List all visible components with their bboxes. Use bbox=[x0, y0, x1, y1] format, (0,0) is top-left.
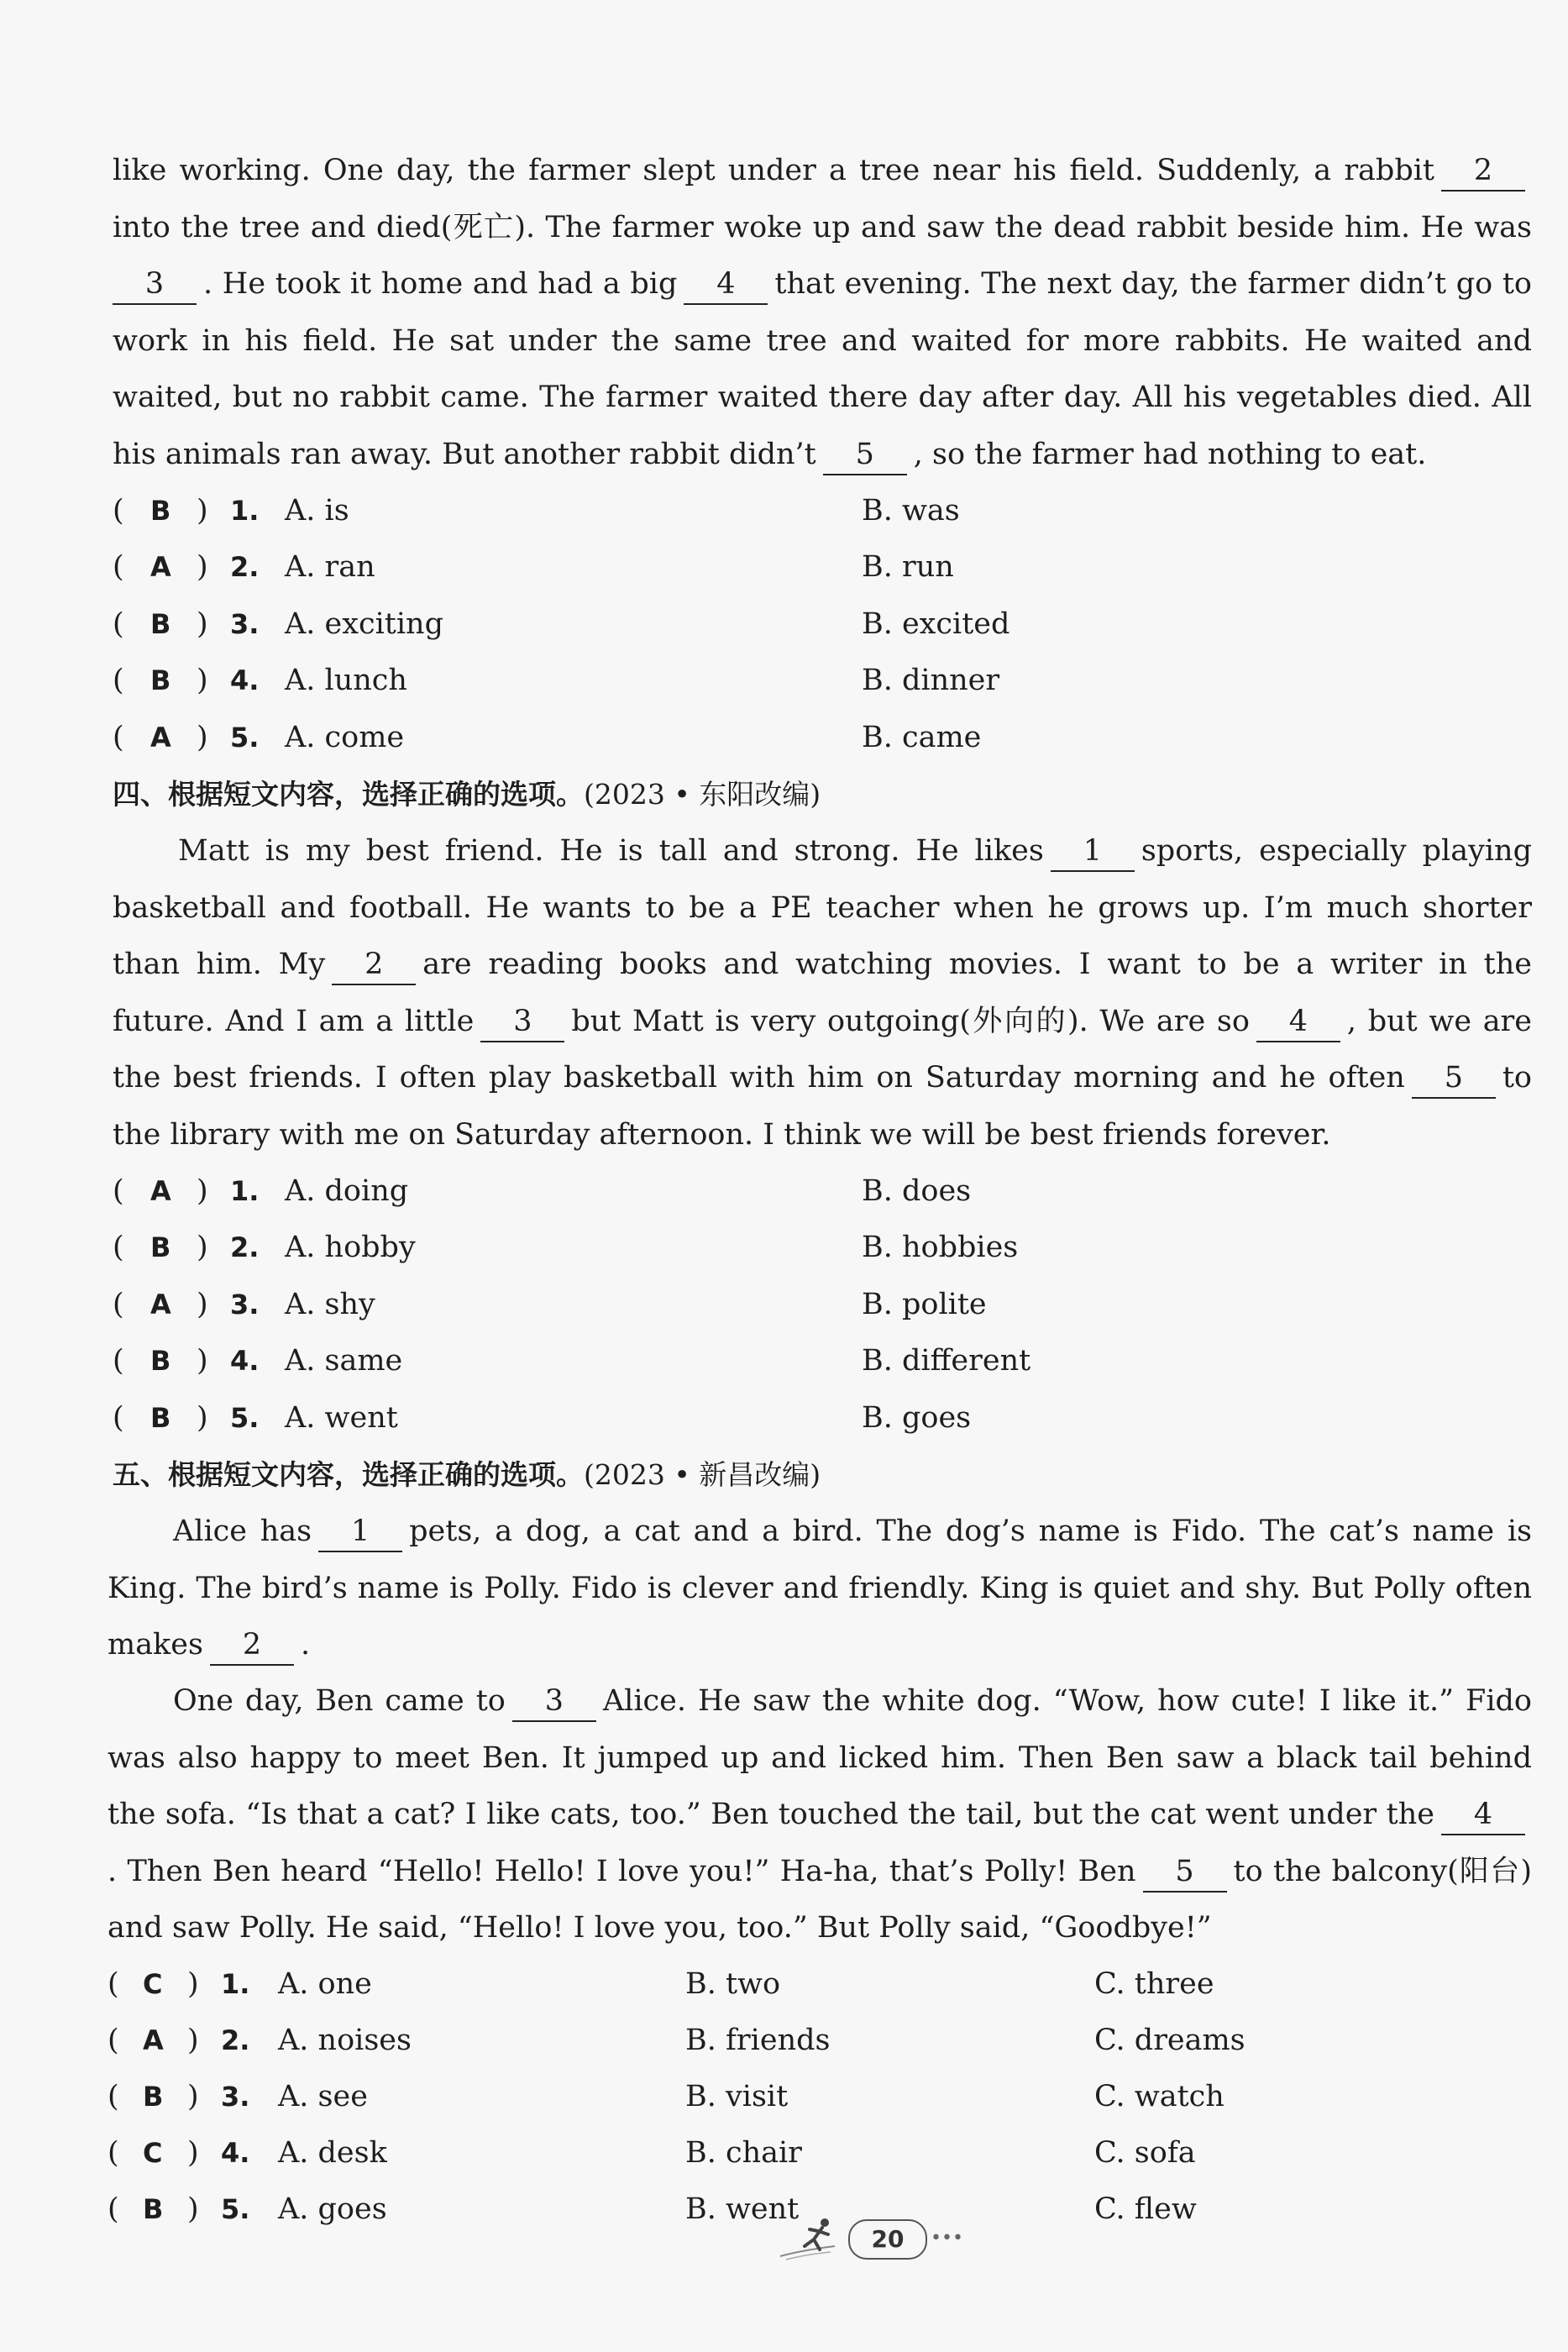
blank-5: 5 bbox=[823, 435, 907, 475]
page-number: 20 bbox=[848, 2219, 927, 2260]
blank-2: 2 bbox=[332, 945, 416, 985]
s5-question-4: ( C ) 4. A. desk B. chair C. sofa bbox=[108, 2136, 1196, 2170]
blank-2: 2 bbox=[210, 1625, 294, 1666]
blank-1: 1 bbox=[318, 1512, 402, 1552]
s4-question-4: ( B ) 4. A. same B. different bbox=[113, 1344, 1031, 1378]
s3-question-4: ( B ) 4. A. lunch B. dinner bbox=[113, 664, 1000, 697]
section5-heading: 五、根据短文内容，选择正确的选项。(2023 • 新昌改编) bbox=[113, 1458, 821, 1491]
s4-question-1: ( A ) 1. A. doing B. does bbox=[113, 1174, 972, 1208]
s3-question-5: ( A ) 5. A. come B. came bbox=[113, 721, 982, 754]
page-footer bbox=[773, 2211, 991, 2270]
blank-4: 4 bbox=[1256, 1002, 1340, 1042]
s5-question-3: ( B ) 3. A. see B. visit C. watch bbox=[108, 2080, 1225, 2113]
blank-5: 5 bbox=[1143, 1852, 1227, 1893]
blank-4: 4 bbox=[684, 265, 768, 305]
section5-passage-1: Alice has 1 pets, a dog, a cat and a bird. The dog’s name is Fido. The cat’s name is King. The bird’s name is Polly. Fido is clever and friendly. King is quiet and shy. But Polly often makes 2 . bbox=[108, 1504, 1532, 1674]
blank-3: 3 bbox=[512, 1682, 596, 1722]
blank-1: 1 bbox=[1051, 832, 1135, 872]
s5-question-5: ( B ) 5. A. goes B. went C. flew bbox=[108, 2192, 1197, 2226]
section3-passage: like working. One day, the farmer slept under a tree near his field. Suddenly, a rabbit 2 into the tree and died(死亡). The farmer woke up and saw the dead rabbit beside him. He was 3 . He took it home and had a big 4 that evening. The next day, the farmer didn’t go to work in his field. He sat under the same tree and waited for more rabbits. He waited and waited, but no rabbit came. The farmer waited there day after day. All his vegetables died. All his animals ran away. But another rabbit didn’t 5 , so the farmer had nothing to eat. bbox=[113, 143, 1532, 483]
s3-question-3: ( B ) 3. A. exciting B. excited bbox=[113, 607, 1010, 641]
s5-question-1: ( C ) 1. A. one B. two C. three bbox=[108, 1967, 1214, 2001]
s4-question-5: ( B ) 5. A. went B. goes bbox=[113, 1401, 972, 1435]
section5-passage-2: One day, Ben came to 3 Alice. He saw the white dog. “Wow, how cute! I like it.” Fido was also happy to meet Ben. It jumped up and licked him. Then Ben saw a black tail behind the sofa. “Is that a cat? I like cats, too.” Ben touched the tail, but the cat went under the 4. Then Ben heard “Hello! Hello! I love you!” Ha-ha, that’s Polly! Ben 5 to the balcony(阳台) and saw Polly. He said, “Hello! I love you, too.” But Polly said, “Goodbye!” bbox=[108, 1673, 1532, 1957]
blank-3: 3 bbox=[480, 1002, 564, 1042]
section4-heading: 四、根据短文内容，选择正确的选项。(2023 • 东阳改编) bbox=[113, 778, 821, 811]
blank-5: 5 bbox=[1412, 1058, 1496, 1099]
blank-2: 2 bbox=[1441, 151, 1525, 192]
section4-passage: Matt is my best friend. He is tall and strong. He likes 1 sports, especially playing basketball and football. He wants to be a PE teacher when he grows up. I’m much shorter than him. My 2 are reading books and watching movies. I want to be a writer in the future. And I am a little 3 but Matt is very outgoing(外向的). We are so 4 , but we are the best friends. I often play basketball with him on Saturday morning and he often 5 to the library with me on Saturday afternoon. I think we will be best friends forever. bbox=[113, 823, 1532, 1163]
s4-question-2: ( B ) 2. A. hobby B. hobbies bbox=[113, 1231, 1019, 1264]
s3-question-1: ( B ) 1. A. is B. was bbox=[113, 494, 960, 528]
s3-question-2: ( A ) 2. A. ran B. run bbox=[113, 550, 954, 584]
s4-question-3: ( A ) 3. A. shy B. polite bbox=[113, 1288, 987, 1321]
blank-3: 3 bbox=[113, 265, 197, 305]
s5-question-2: ( A ) 2. A. noises B. friends C. dreams bbox=[108, 2024, 1245, 2057]
dots-decoration: ••• bbox=[931, 2228, 963, 2249]
runner-icon bbox=[776, 2213, 843, 2263]
blank-4: 4 bbox=[1441, 1795, 1525, 1835]
